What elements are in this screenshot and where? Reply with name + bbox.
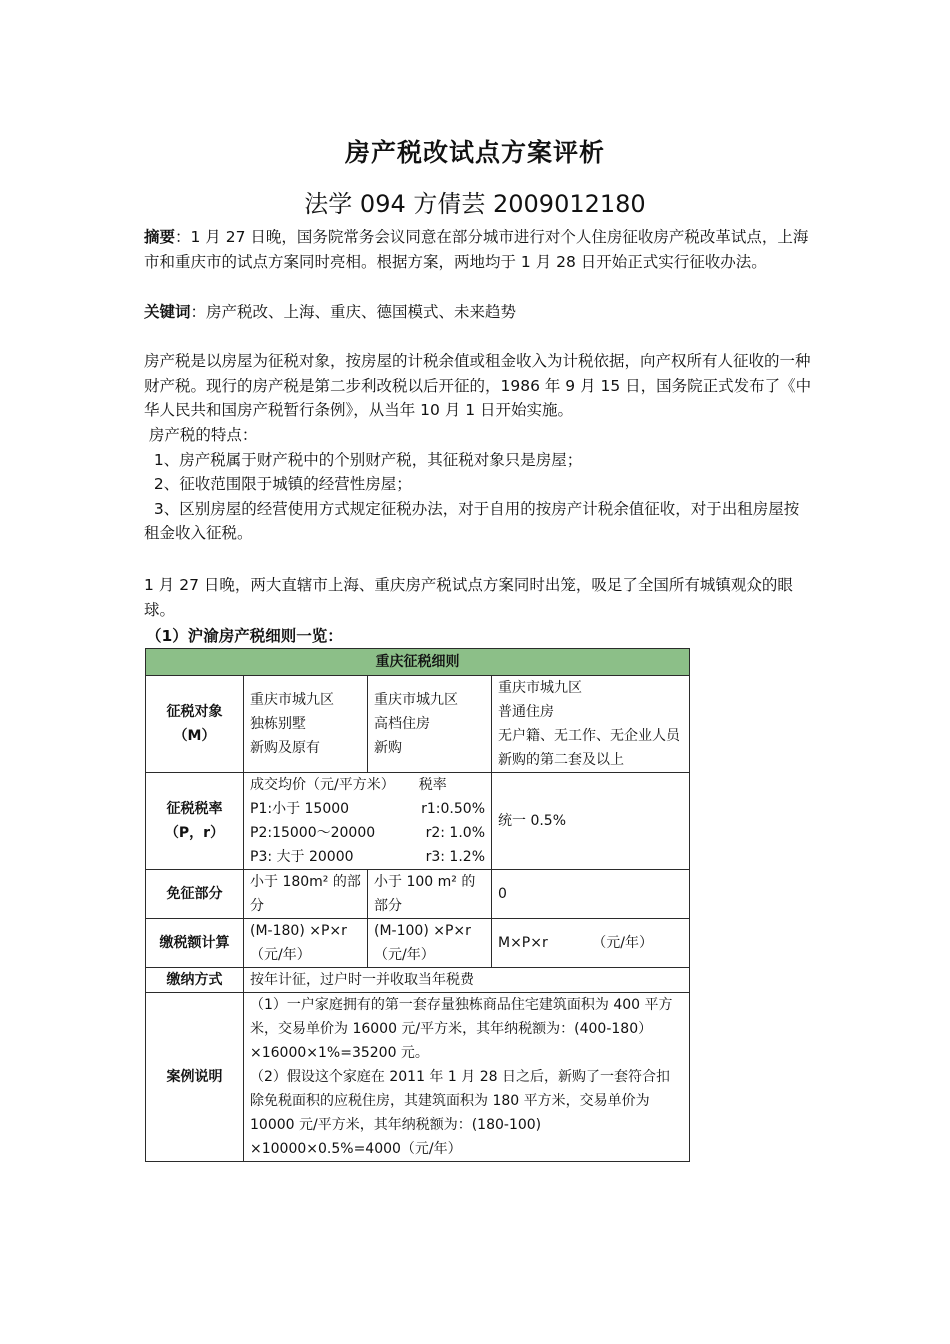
features-heading: 房产税的特点：: [144, 426, 258, 444]
table-row: [146, 676, 690, 773]
object-villa-cell: 重庆市城九区 独栋别墅 新购及原有: [244, 676, 368, 773]
paragraph-pilot: [144, 573, 814, 622]
row-label-object: 征税对象 （M）: [146, 676, 244, 773]
feature-item: 1、房产税属于财产税中的个别财产税，其征税对象只是房屋；: [144, 450, 583, 469]
table-header: 重庆征税细则: [146, 649, 690, 676]
calc-villa-cell: (M-180) ×P×r （元/年）: [244, 919, 368, 968]
payment-cell: 按年计征，过户时一并收取当年税费: [244, 968, 690, 993]
table-row: [146, 870, 690, 919]
row-label-case: 案例说明: [146, 993, 244, 1162]
abstract-text: ：1 月 27 日晚，国务院常务会议同意在部分城市进行对个人住房征收房产税改革试点，上海市和重庆市的试点方案同时亮相。根据方案，两地均于 1 月 28 日开始正式实行征收办法。: [144, 228, 809, 271]
calc-ordinary-cell: M×P×r （元/年）: [492, 919, 690, 968]
row-label-payment: 缴纳方式: [146, 968, 244, 993]
case-example-1: （1）一户家庭拥有的第一套存量独栋商品住宅建筑面积为 400 平方米，交易单价为 16000 元/平方米，其年纳税额为：(400-180）×16000×1%=35200 元。: [250, 997, 673, 1061]
document-title: 房产税改试点方案评析: [344, 138, 605, 167]
abstract: [144, 225, 814, 274]
table-caption: （1）沪渝房产税细则一览：: [146, 627, 343, 645]
features-section: [144, 423, 814, 546]
keywords-text: ：房产税改、上海、重庆、德国模式、未来趋势: [190, 303, 517, 321]
object-highend-cell: 重庆市城九区 高档住房 新购: [368, 676, 492, 773]
case-cell: [244, 993, 690, 1162]
table-row: [146, 773, 690, 870]
table-row: [146, 993, 690, 1162]
rate-schedule-cell: 成交均价（元/平方米） 税率 P1:小于 15000 r1:0.50% P2:15000～20000 r2: 1.0% P3: 大于 20000 r3: 1.2%: [244, 773, 492, 870]
calc-highend-cell: (M-100) ×P×r （元/年）: [368, 919, 492, 968]
feature-item: 2、征收范围限于城镇的经营性房屋；: [144, 475, 412, 493]
row-label-exempt: 免征部分: [146, 870, 244, 919]
author-line: 法学 094 方倩芸 2009012180: [304, 190, 646, 218]
paragraph-pilot-text: 1 月 27 日晚，两大直辖市上海、重庆房产税试点方案同时出笼，吸足了全国所有城镇观众的眼球。: [144, 576, 793, 619]
exempt-ordinary-cell: 0: [492, 870, 690, 919]
feature-item: 3、区别房屋的经营使用方式规定征税办法，对于自用的按房产计税余值征收，对于出租房屋按租金收入征税。: [144, 499, 800, 542]
exempt-villa-cell: 小于 180m² 的部分: [244, 870, 368, 919]
case-example-2: （2）假设这个家庭在 2011 年 1 月 28 日之后，新购了一套符合扣除免税面积的应税住房，其建筑面积为 180 平方米，交易单价为 10000 元/平方米，其年纳税额为：(180-100) ×10000×0.5%=4000（元/年）: [250, 1069, 670, 1157]
paragraph-intro-text: 房产税是以房屋为征税对象，按房屋的计税余值或租金收入为计税依据，向产权所有人征收的一种财产税。现行的房产税是第二步利改税以后开征的，1986 年 9 月 15 日，国务院正式发布了《中华人民共和国房产税暂行条例》，从当年 10 月 1 日开始实施。: [144, 352, 812, 419]
row-label-calc: 缴税额计算: [146, 919, 244, 968]
rate-uniform-cell: 统一 0.5%: [492, 773, 690, 870]
object-ordinary-cell: 重庆市城九区 普通住房 无户籍、无工作、无企业人员新购的第二套及以上: [492, 676, 690, 773]
abstract-label: 摘要: [144, 228, 176, 246]
keywords-label: 关键词: [144, 303, 191, 321]
chongqing-tax-table: [145, 648, 690, 1162]
row-label-rate: 征税税率 （P，r）: [146, 773, 244, 870]
keywords: [144, 300, 814, 325]
table-row: [146, 919, 690, 968]
exempt-highend-cell: 小于 100 m² 的部分: [368, 870, 492, 919]
paragraph-intro: [144, 349, 814, 423]
table-row: [146, 968, 690, 993]
